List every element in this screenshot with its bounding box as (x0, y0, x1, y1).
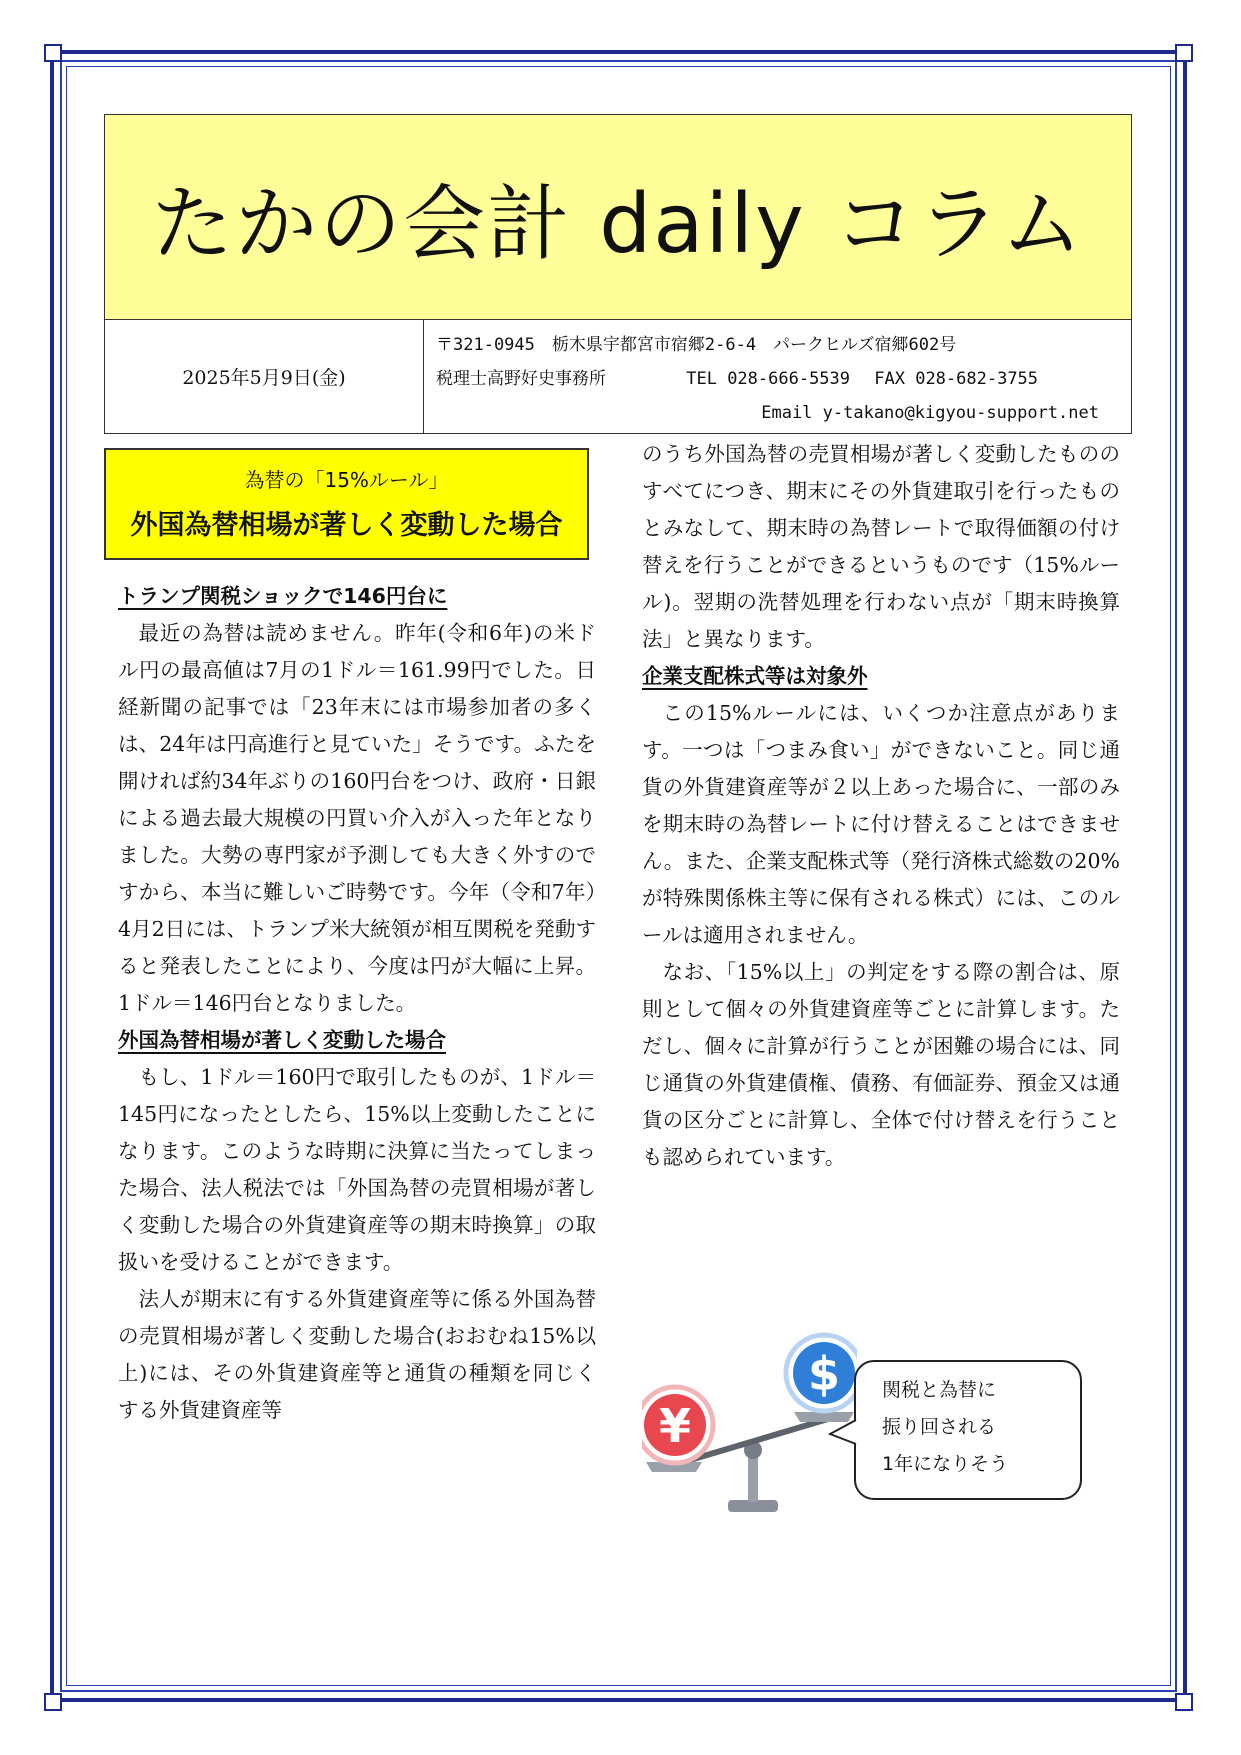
currency-balance-illustration (642, 1330, 1082, 1525)
newsletter-title: たかの会計 daily コラム (151, 176, 1085, 272)
office-phone-line (436, 362, 1119, 396)
section-heading: トランプ関税ショックで146円台に (118, 584, 448, 608)
speech-bubble-tail (828, 1418, 858, 1448)
topic-box (104, 448, 589, 560)
section-heading: 企業支配株式等は対象外 (642, 664, 868, 688)
paragraph: のうち外国為替の売買相場が著しく変動したもののすべてにつき、期末にその外貨建取引を行ったものとみなして、期末時の為替レートで取得価額の付け替えを行うことができるというものです（15%ルール)。翌期の洗替処理を行わない点が「期末時換算法」と異なります。 (642, 442, 1120, 651)
left-column (118, 578, 596, 1429)
right-column (642, 436, 1120, 1176)
paragraph: なお、「15%以上」の判定をする際の割合は、原則として個々の外貨建資産等ごとに計算します。ただし、個々に計算が行うことが困難の場合には、同じ通貨の外貨建債権、債務、有価証券、預金又は通貨の区分ごとに計算し、全体で付け替えを行うことも認められています。 (642, 960, 1120, 1169)
section-heading: 外国為替相場が著しく変動した場合 (118, 1028, 446, 1052)
issue-date: 2025年5月9日(金) (105, 320, 424, 433)
paragraph: この15%ルールには、いくつか注意点があります。一つは「つまみ食い」ができないこと。同じ通貨の外貨建資産等が２以上あった場合に、一部のみを期末時の為替レートに付け替えることはできません。また、企業支配株式等（発行済株式総数の20%が特殊関係株主等に保有される株式）には、このルールは適用されません。 (642, 701, 1120, 947)
border-corner (44, 1693, 62, 1711)
speech-bubble (854, 1360, 1082, 1500)
office-address: 〒321-0945 栃木県宇都宮市宿郷2-6-4 パークヒルズ宿郷602号 (436, 335, 957, 355)
newsletter-title-box (104, 114, 1132, 320)
border-corner (44, 44, 62, 62)
border-corner (1175, 44, 1193, 62)
paragraph: 最近の為替は読めません。昨年(令和6年)の米ドル円の最高値は7月の1ドル＝161.99円でした。日経新聞の記事では「23年末には市場参加者の多くは、24年は円高進行と見ていた」そうです。ふたを開ければ約34年ぶりの160円台をつけ、政府・日銀による過去最大規模の円買い介入が入った年となりました。大勢の専門家が予測しても大きく外すのですから、本当に難しいご時勢です。今年（令和7年）4月2日には、トランプ米大統領が相互関税を発動すると発表したことにより、今度は円が大幅に上昇。1ドル＝146円台となりました。 (118, 621, 596, 1015)
bubble-line: 振り回される (882, 1416, 997, 1438)
yen-symbol: ¥ (658, 1399, 692, 1453)
info-row (104, 319, 1132, 434)
topic-subtitle: 為替の「15%ルール」 (244, 468, 449, 492)
topic-title: 外国為替相場が著しく変動した場合 (130, 510, 563, 541)
bubble-line: 関税と為替に (882, 1379, 997, 1401)
office-tel: TEL 028-666-5539 (686, 369, 851, 389)
contact-info (424, 320, 1131, 433)
paragraph: もし、1ドル＝160円で取引したものが、1ドル＝145円になったとしたら、15%以上変動したことになります。このような時期に決算に当たってしまった場合、法人税法では「外国為替の売買相場が著しく変動した場合の外貨建資産等の期末時換算」の取扱いを受けることができます。 (118, 1065, 596, 1274)
office-email: Email y-takano@kigyou-support.net (761, 403, 1099, 423)
bubble-line: 1年になりそう (882, 1453, 1009, 1475)
office-name: 税理士高野好史事務所 (436, 369, 606, 389)
balance-scale-icon (642, 1330, 857, 1525)
paragraph: 法人が期末に有する外貨建資産等に係る外国為替の売買相場が著しく変動した場合(おおむね15%以上)には、その外貨建資産等と通貨の種類を同じくする外貨建資産等 (118, 1287, 596, 1422)
dollar-symbol: $ (807, 1347, 841, 1401)
office-fax: FAX 028-682-3755 (874, 369, 1039, 389)
border-corner (1175, 1693, 1193, 1711)
